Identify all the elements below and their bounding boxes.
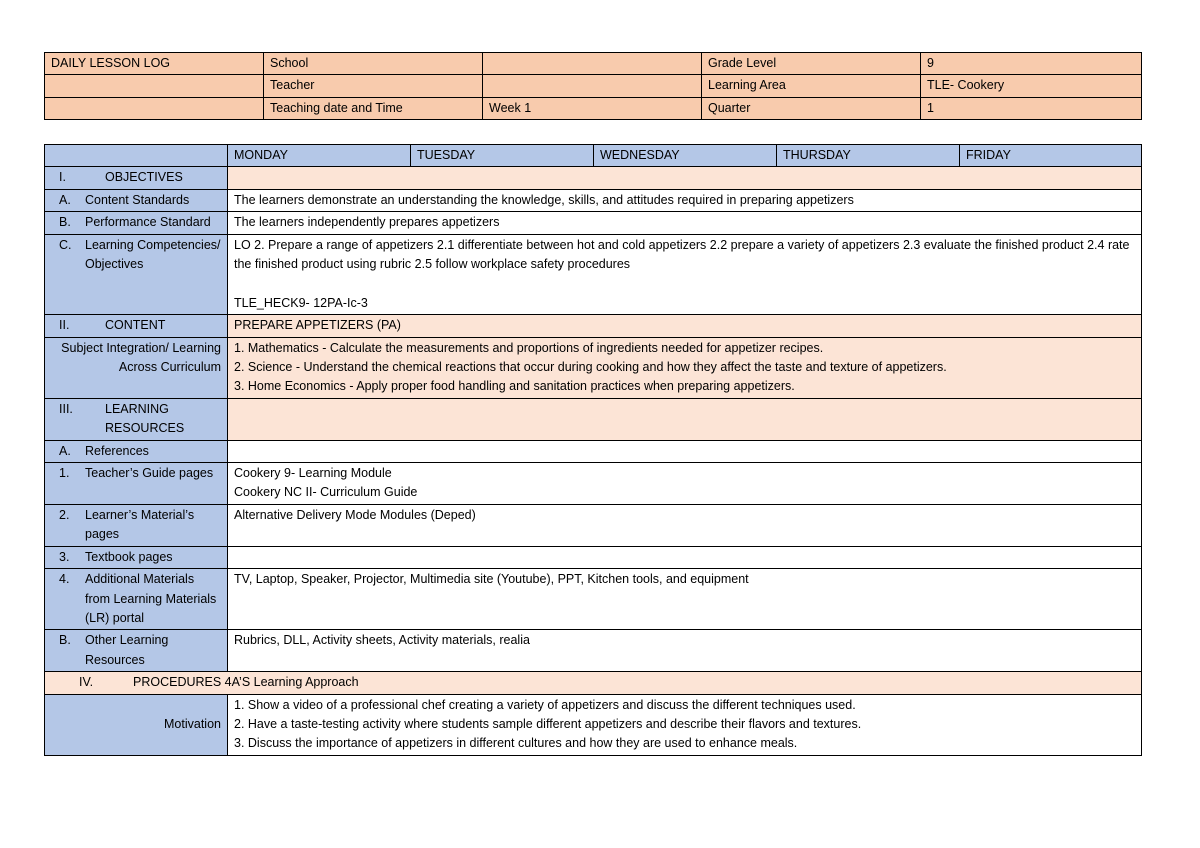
teachers-guide-line-2: Cookery NC II- Curriculum Guide: [234, 485, 418, 500]
header-row-teacher: [45, 75, 1142, 97]
item-number: 3.: [59, 549, 70, 564]
additional-materials-label: [45, 569, 228, 630]
header-table: [44, 52, 1142, 120]
content-standards-value[interactable]: The learners demonstrate an understanding the knowledge, skills, and attitudes required in preparing appetizers: [228, 189, 1142, 211]
header-row-school: [45, 53, 1142, 75]
section-number: II.: [59, 318, 70, 333]
resources-heading: [45, 398, 228, 440]
content-value[interactable]: PREPARE APPETIZERS (PA): [228, 315, 1142, 337]
content-heading: [45, 315, 228, 337]
references-row: [45, 440, 1142, 462]
additional-materials-row: [45, 569, 1142, 630]
integration-row: [45, 337, 1142, 398]
motivation-line-1: 1. Show a video of a professional chef creating a variety of appetizers and discuss the different techniques used.: [234, 697, 856, 712]
content-row: [45, 315, 1142, 337]
competencies-text: LO 2. Prepare a range of appetizers 2.1 differentiate between hot and cold appetizers 2.2 prepare a variety of appetizers 2.3 evaluate the finished product 2.4 rate the finished product using rubric 2.5 follow workplace safety procedures: [234, 237, 1130, 272]
performance-standard-value[interactable]: The learners independently prepares appetizers: [228, 212, 1142, 234]
integration-line-2: 2. Science - Understand the chemical reactions that occur during cooking and how they affect the taste and texture of appetizers.: [234, 360, 947, 375]
header-blank: [45, 75, 264, 97]
motivation-line-2: 2. Have a taste-testing activity where students sample different appetizers and describe their flavors and textures.: [234, 716, 862, 731]
school-value[interactable]: [483, 53, 702, 75]
item-label: Additional Materials from Learning Materials (LR) portal: [85, 572, 217, 625]
day-tuesday: TUESDAY: [411, 145, 594, 167]
teachers-guide-row: [45, 463, 1142, 505]
quarter-value[interactable]: 1: [921, 97, 1142, 119]
teachers-guide-label: [45, 463, 228, 505]
area-label: Learning Area: [702, 75, 921, 97]
resources-fill: [228, 398, 1142, 440]
item-label: Learning Competencies/ Objectives: [85, 237, 221, 272]
item-number: B.: [59, 633, 71, 648]
log-title: DAILY LESSON LOG: [45, 53, 264, 75]
objectives-row: [45, 167, 1142, 189]
competencies-row: [45, 234, 1142, 315]
grade-value[interactable]: 9: [921, 53, 1142, 75]
references-label: [45, 440, 228, 462]
item-number: 1.: [59, 466, 70, 481]
performance-standard-row: [45, 212, 1142, 234]
item-label: Learner’s Material’s pages: [85, 507, 195, 542]
section-number: III.: [59, 401, 73, 416]
lesson-table: [44, 144, 1142, 756]
item-label: Teacher’s Guide pages: [85, 466, 214, 481]
teacher-label: Teacher: [264, 75, 483, 97]
blank-line: [234, 274, 1135, 293]
teachers-guide-value[interactable]: [228, 463, 1142, 505]
textbook-value[interactable]: [228, 546, 1142, 568]
item-label: Textbook pages: [85, 549, 173, 564]
section-number: IV.: [79, 675, 94, 690]
motivation-label: Motivation: [45, 694, 228, 755]
objectives-fill: [228, 167, 1142, 189]
teacher-value[interactable]: [483, 75, 702, 97]
learners-material-label: [45, 504, 228, 546]
additional-materials-value[interactable]: TV, Laptop, Speaker, Projector, Multimedia site (Youtube), PPT, Kitchen tools, and equipment: [228, 569, 1142, 630]
item-number: A.: [59, 443, 71, 458]
objectives-heading: [45, 167, 228, 189]
textbook-row: [45, 546, 1142, 568]
section-label: OBJECTIVES: [105, 170, 183, 185]
date-value[interactable]: Week 1: [483, 97, 702, 119]
motivation-row: [45, 694, 1142, 755]
section-label: PROCEDURES 4A’S Learning Approach: [133, 675, 359, 690]
grade-label: Grade Level: [702, 53, 921, 75]
school-label: School: [264, 53, 483, 75]
competencies-label: [45, 234, 228, 315]
item-label: References: [85, 443, 149, 458]
competency-code: TLE_HECK9- 12PA-Ic-3: [234, 295, 368, 310]
other-resources-row: [45, 630, 1142, 672]
integration-label: Subject Integration/ Learning Across Curriculum: [45, 337, 228, 398]
item-label: Other Learning Resources: [85, 633, 169, 667]
header-row-date: [45, 97, 1142, 119]
item-number: 2.: [59, 507, 70, 522]
integration-line-1: 1. Mathematics - Calculate the measurements and proportions of ingredients needed for appetizer recipes.: [234, 340, 824, 355]
item-label: Content Standards: [85, 192, 190, 207]
integration-line-3: 3. Home Economics - Apply proper food handling and sanitation practices when preparing appetizers.: [234, 379, 795, 394]
learners-material-value[interactable]: Alternative Delivery Mode Modules (Deped): [228, 504, 1142, 546]
competencies-value[interactable]: [228, 234, 1142, 315]
teachers-guide-line-1: Cookery 9- Learning Module: [234, 466, 392, 481]
days-corner: [45, 145, 228, 167]
section-label: LEARNING RESOURCES: [105, 401, 185, 436]
day-thursday: THURSDAY: [777, 145, 960, 167]
item-number: B.: [59, 215, 71, 230]
content-standards-row: [45, 189, 1142, 211]
learners-material-row: [45, 504, 1142, 546]
day-wednesday: WEDNESDAY: [594, 145, 777, 167]
item-number: A.: [59, 192, 71, 207]
textbook-label: [45, 546, 228, 568]
section-label: CONTENT: [105, 318, 166, 333]
procedures-row: [45, 672, 1142, 694]
other-resources-label: [45, 630, 228, 672]
day-monday: MONDAY: [228, 145, 411, 167]
header-blank: [45, 97, 264, 119]
item-number: C.: [59, 237, 72, 252]
procedures-heading: [45, 672, 1142, 694]
days-row: [45, 145, 1142, 167]
motivation-value[interactable]: [228, 694, 1142, 755]
item-label: Performance Standard: [85, 215, 211, 230]
other-resources-value[interactable]: Rubrics, DLL, Activity sheets, Activity materials, realia: [228, 630, 1142, 672]
item-number: 4.: [59, 572, 70, 587]
references-value[interactable]: [228, 440, 1142, 462]
date-label: Teaching date and Time: [264, 97, 483, 119]
motivation-line-3: 3. Discuss the importance of appetizers in different cultures and how they are used to enhance meals.: [234, 736, 798, 751]
quarter-label: Quarter: [702, 97, 921, 119]
section-number: I.: [59, 170, 66, 185]
content-standards-label: [45, 189, 228, 211]
area-value[interactable]: TLE- Cookery: [921, 75, 1142, 97]
day-friday: FRIDAY: [960, 145, 1142, 167]
performance-standard-label: [45, 212, 228, 234]
integration-value[interactable]: [228, 337, 1142, 398]
resources-row: [45, 398, 1142, 440]
